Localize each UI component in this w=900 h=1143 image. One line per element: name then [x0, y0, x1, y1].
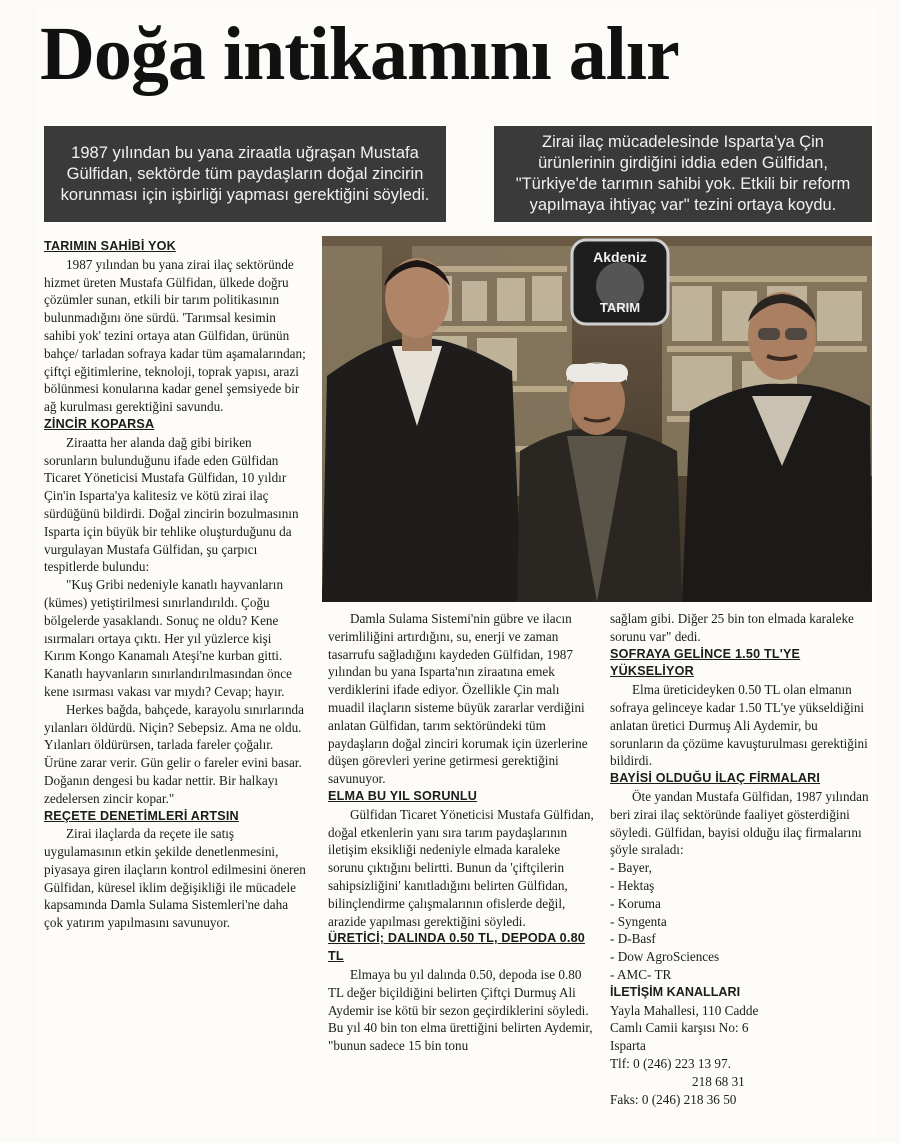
list-item: - Dow AgroSciences — [610, 949, 720, 965]
subheading-zincir-koparsa: ZİNCİR KOPARSA — [44, 416, 155, 431]
subheading-tarimin-sahibi-yok: TARIMIN SAHİBİ YOK — [44, 239, 176, 253]
paragraph: "Kuş Gribi nedeniyle kanatlı hayvanların (kümes) yetiştirilmesi sınırlandırıldı. Çoğu bölgelerde yasaklandı. Sonuç ne oldu? Kene ısırmaları ortaya çıktı. Her yıl yüzlerce kişi Kırım Kongo Kanamalı Ateşi'ne kurban gitti. Kanatlı hayvanların sınırlandırılmasından önce kene ısırması vakası var mıydı? Cevap; hayır. — [44, 577, 292, 699]
subheading-bayisi-oldugu: BAYİSİ OLDUĞU İLAÇ FİRMALARI — [610, 771, 821, 786]
paragraph: Öte yandan Mustafa Gülfidan, 1987 yılından beri zirai ilaç sektöründe faaliyet gösterdiğini söyledi. Gülfidan, bayisi olduğu ilaç firmalarını şöyle sıraladı: — [610, 788, 869, 858]
paragraph: 1987 yılından bu yana zirai ilaç sektöründe hizmet üreten Mustafa Gülfidan, ülkede doğru çözümler sunan, etkili bir tarım politikasının bulunmadığını öne sürdü. 'Tarımsal kesimin sahibi yok' tezini ortaya atan Gülfidan, ürünün bahçe/ tarladan sofraya kadar tüm aşamalarından; çiftçi eğitimlerine, teknoloji, toprak yapısı, arazi bölünmesi konularına kadar genel şemsiyede bir ağ kurulması gerektiğini savundu. — [44, 256, 306, 415]
column-3 — [610, 610, 872, 1108]
subheading-uretici-dalinda: ÜRETİCİ; DALINDA 0.50 TL, DEPODA 0.80 TL — [328, 931, 585, 964]
paragraph: Gülfidan Ticaret Yöneticisi Mustafa Gülfidan, doğal etkenlerin yanı sıra tarım paydaşlarının iletişim eksikliği nedeniyle elmada karaleke sorunu çıktığını belirtti. Bunun da 'çiftçilerin sahipsizliğini' kanıtladığını belirten Gülfidan, bilinçlendirme çalışmalarının ofislerde değil, arazide yapılması gerektiğini söyledi. — [328, 806, 594, 929]
paragraph: Ziraatta her alanda dağ gibi biriken sorunların bulunduğunu ifade eden Gülfidan Ticaret Yöneticisi Mustafa Gülfidan, 10 yıldır Çin'in Isparta'ya kalitesiz ve kötü zirai ilaç sürdüğünü bildirdi. Doğal zincirin bozulmasının Isparta için büyük bir tehlike oluşturduğunu da vurgulayan Mustafa Gülfidan, şu çarpıcı tespitlerde bulundu: — [44, 434, 299, 575]
fax: Faks: 0 (246) 218 36 50 — [610, 1091, 737, 1107]
address-line: Camlı Camii karşısı No: 6 — [610, 1020, 749, 1036]
paragraph: Elmaya bu yıl dalında 0.50, depoda ise 0.80 TL değer biçildiğini belirten Çiftçi Durmuş Ali Aydemir ise kötü bir sezon geçirdiklerini söyledi. Bu yıl 40 bin ton elma ürettiğini belirten Aydemir, "bunun sadece 15 bin tonu — [328, 966, 593, 1054]
subheading-recete-denetimleri: REÇETE DENETİMLERİ ARTSIN — [44, 808, 239, 823]
phone-secondary: 218 68 31 — [692, 1073, 745, 1089]
list-item: - Syngenta — [610, 913, 667, 929]
list-item: - Koruma — [610, 895, 661, 911]
list-item: - Hektaş — [610, 877, 655, 893]
paragraph: Herkes bağda, bahçede, karayolu sınırlarında yılanları öldürdü. Niçin? Sebepsiz. Ama ne oldu. Yılanları öldürürsen, tarlada fareler çoğalır. Ürüne zarar verir. Gün gelir o fareler evini basar. Doğanın dengesi bu kadar nettir. Bir halkayı zedelersen zincir kopar." — [44, 701, 305, 806]
subheading-iletisim: İLETİŞİM KANALLARI — [610, 984, 741, 999]
deck-left-text: 1987 yılından bu yana ziraatla uğraşan Mustafa Gülfidan, sektörde tüm paydaşların doğal zincirin korunması için işbirliği yapması gerektiğini söyledi. — [60, 143, 430, 204]
deck-left — [44, 126, 446, 222]
photo-three-men-in-shop — [322, 236, 872, 602]
subheading-elma-bu-yil-sorunlu: ELMA BU YIL SORUNLU — [328, 788, 478, 803]
paragraph: Damla Sulama Sistemi'nin gübre ve ilacın verimliliğini artırdığını, su, enerji ve zaman tasarrufu sağladığını kaydeden Gülfidan, 1987 yılından bu yana Isparta'nın ziraatına emek verdiklerini ifade ediyor. Özellikle Çin malı muadil ilaçların sisteme büyük zararlar verdiğini anlatan Gülfidan, tarım sektöründeki tüm paydaşların doğal zinciri korumak için üzerlerine düşen görevleri yerine getirmesi gerektiğini savunuyor. — [328, 611, 588, 787]
paragraph: sağlam gibi. Diğer 25 bin ton elmada karaleke sorunu var" dedi. — [610, 611, 854, 644]
shop-sign — [572, 240, 668, 324]
paragraph: Zirai ilaçlarda da reçete ile satış uygulamasının etkin şekilde denetlenmesini, piyasaya giren ilaçların kontrol edilmesini öneren Gülfidan, küresel iklim değişikliği ile mücadele kapsamında Damla Sulama Sistemleri'ne daha çok yatırım yapılmasını savunuyor. — [44, 826, 306, 931]
deck-right — [494, 126, 872, 222]
sign-text-1: Akdeniz — [593, 249, 647, 265]
address-line: Yayla Mahallesi, 110 Cadde — [610, 1002, 759, 1018]
paragraph: Elma üreticideyken 0.50 TL olan elmanın sofraya gelinceye kadar 1.50 TL'ye yükseldiğini anlatan üretici Durmuş Ali Aydemir, bu sorunların da çözüme kavuşturulması gerektiğini bildirdi. — [610, 682, 868, 769]
sign-text-2: TARIM — [599, 300, 641, 315]
deck-right-text: Zirai ilaç mücadelesinde Isparta'ya Çin ürünlerinin girdiğini iddia eden Gülfidan, "Türkiye'de tarımın sahibi yok. Etkili bir reform yapılmaya ihtiyaç var" tezini ortaya koydu. — [515, 133, 851, 214]
list-item: - AMC- TR — [610, 966, 672, 982]
column-1 — [44, 238, 306, 932]
address-city: Isparta — [610, 1038, 646, 1054]
subheading-sofraya-gelince: SOFRAYA GELİNCE 1.50 TL'YE YÜKSELİYOR — [610, 646, 801, 679]
firm-list — [610, 859, 872, 984]
list-item: - Bayer, — [610, 860, 652, 876]
list-item: - D-Basf — [610, 931, 656, 947]
headline: Doğa intikamını alır — [40, 12, 679, 96]
column-2 — [328, 610, 594, 1055]
phone: Tlf: 0 (246) 223 13 97. — [610, 1055, 731, 1071]
